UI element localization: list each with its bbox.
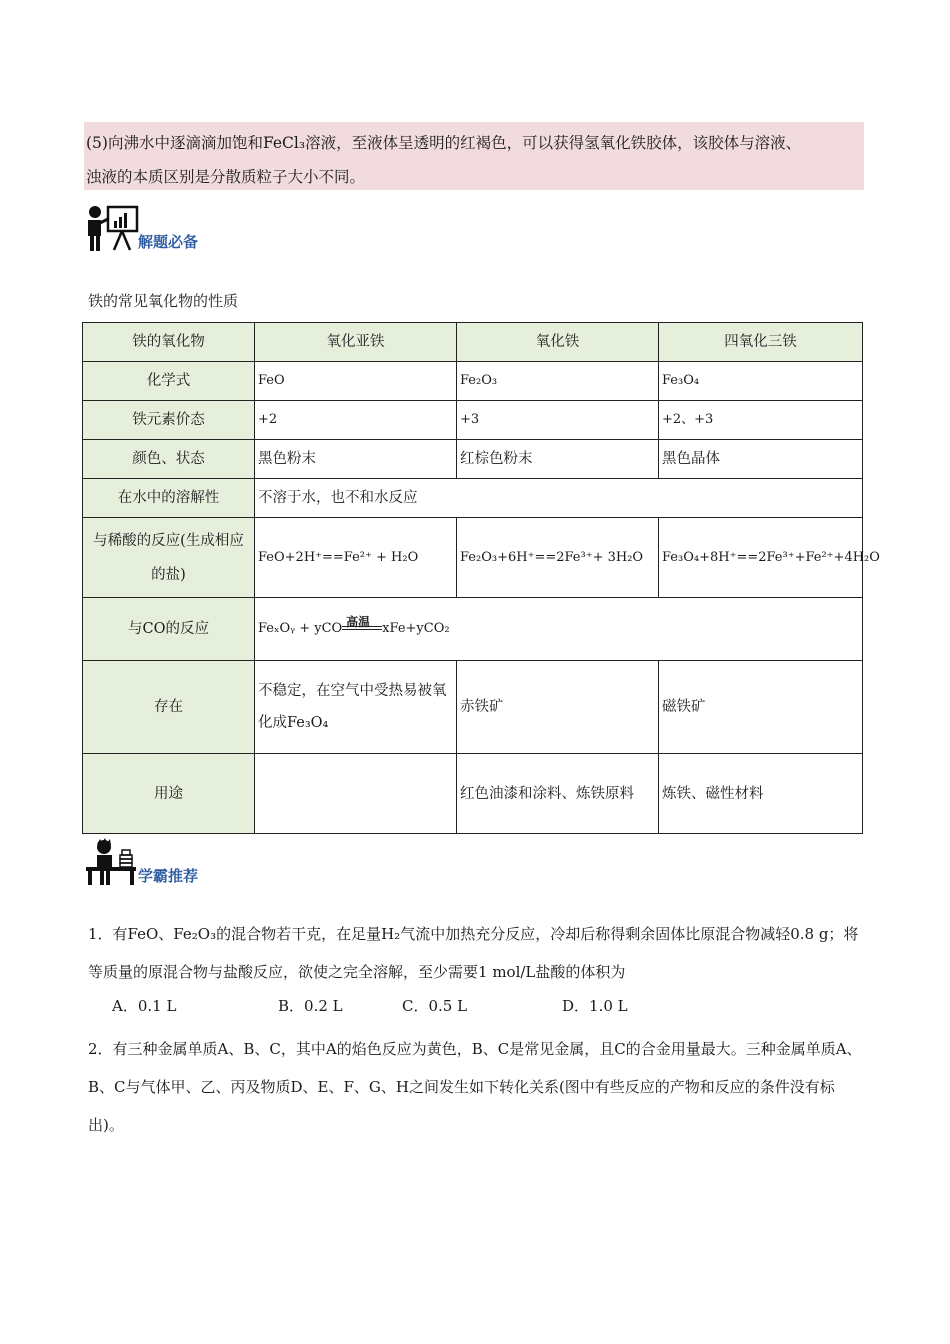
table-cell: 黑色粉末 <box>255 440 457 479</box>
row-label: 化学式 <box>83 362 255 401</box>
iron-oxides-table <box>82 322 880 834</box>
equals-line <box>342 626 382 627</box>
section-title: 学霸推荐 <box>138 867 199 885</box>
condition-label: 高温 <box>346 614 371 629</box>
table-header-row <box>83 323 863 362</box>
section-title: 解题必备 <box>138 233 199 251</box>
table-row <box>83 754 863 834</box>
option-a: A．0.1 L <box>112 997 177 1015</box>
question-1-options <box>112 995 628 1016</box>
option-c: C．0.5 L <box>402 997 468 1015</box>
option-d: D．1.0 L <box>562 997 628 1015</box>
table-cell: +2 <box>255 401 457 440</box>
header-cell: 氧化铁 <box>457 323 659 362</box>
row-label: 在水中的溶解性 <box>83 479 255 518</box>
reaction-condition <box>342 614 382 636</box>
student-desk-icon <box>86 838 140 886</box>
row-label: 与稀酸的反应(生成相应的盐) <box>83 518 255 598</box>
table-caption: 铁的常见氧化物的性质 <box>88 292 239 310</box>
table-row <box>83 598 863 661</box>
table-row <box>83 440 863 479</box>
table-cell: +3 <box>457 401 659 440</box>
header-cell: 铁的氧化物 <box>83 323 255 362</box>
table-cell: 不溶于水，也不和水反应 <box>255 479 863 518</box>
co-reaction-left: FeₓOᵧ + yCO <box>258 621 343 636</box>
table-cell: Fe₃O₄+8H⁺==2Fe³⁺+Fe²⁺+4H₂O <box>659 518 863 598</box>
table-cell: FeO <box>255 362 457 401</box>
table-cell: 黑色晶体 <box>659 440 863 479</box>
table-cell: 磁铁矿 <box>659 661 863 754</box>
table-cell: 炼铁、磁性材料 <box>659 754 863 834</box>
option-b: B．0.2 L <box>278 997 343 1015</box>
co-reaction-cell <box>255 598 863 661</box>
intro-note <box>84 122 864 190</box>
intro-line-2: 浊液的本质区别是分散质粒子大小不同。 <box>86 168 366 186</box>
table-cell: FeO+2H⁺==Fe²⁺ + H₂O <box>255 518 457 598</box>
table-cell: 红色油漆和涂料、炼铁原料 <box>457 754 659 834</box>
co-reaction-right: xFe+yCO₂ <box>382 621 450 636</box>
table-row <box>83 518 863 598</box>
table-cell <box>255 754 457 834</box>
table-cell: 红棕色粉末 <box>457 440 659 479</box>
table-cell: 不稳定，在空气中受热易被氧化成Fe₃O₄ <box>255 661 457 754</box>
table-row <box>83 401 863 440</box>
table-row <box>83 362 863 401</box>
section-header-jieti <box>86 204 286 254</box>
row-label: 用途 <box>83 754 255 834</box>
row-label: 铁元素价态 <box>83 401 255 440</box>
row-label: 颜色、状态 <box>83 440 255 479</box>
question-2: 2．有三种金属单质A、B、C，其中A的焰色反应为黄色，B、C是常见金属，且C的合金用量最大。三种金属单质A、B、C与气体甲、乙、丙及物质D、E、F、G、H之间发生如下转化关系(图中有些反应的产物和反应的条件没有标出)。 <box>88 1040 862 1134</box>
question-1: 1．有FeO、Fe₂O₃的混合物若干克，在足量H₂气流中加热充分反应，冷却后称得剩余固体比原混合物减轻0.8 g；将等质量的原混合物与盐酸反应，欲使之完全溶解，至少需要1 mol/L盐酸的体积为 <box>88 925 859 981</box>
table-row <box>83 661 863 754</box>
header-cell: 四氧化三铁 <box>659 323 863 362</box>
row-label: 与CO的反应 <box>83 598 255 661</box>
table-row <box>83 479 863 518</box>
table-cell: Fe₂O₃ <box>457 362 659 401</box>
header-cell: 氧化亚铁 <box>255 323 457 362</box>
teacher-board-icon <box>86 204 140 252</box>
equals-line <box>342 629 382 630</box>
table-cell: Fe₃O₄ <box>659 362 863 401</box>
intro-line-1: (5)向沸水中逐滴滴加饱和FeCl₃溶液，至液体呈透明的红褐色，可以获得氢氧化铁胶体，该胶体与溶液、 <box>86 134 802 152</box>
section-header-xueba <box>86 838 286 888</box>
row-label: 存在 <box>83 661 255 754</box>
table-cell: 赤铁矿 <box>457 661 659 754</box>
table-cell: +2、+3 <box>659 401 863 440</box>
table-cell: Fe₂O₃+6H⁺==2Fe³⁺+ 3H₂O <box>457 518 659 598</box>
